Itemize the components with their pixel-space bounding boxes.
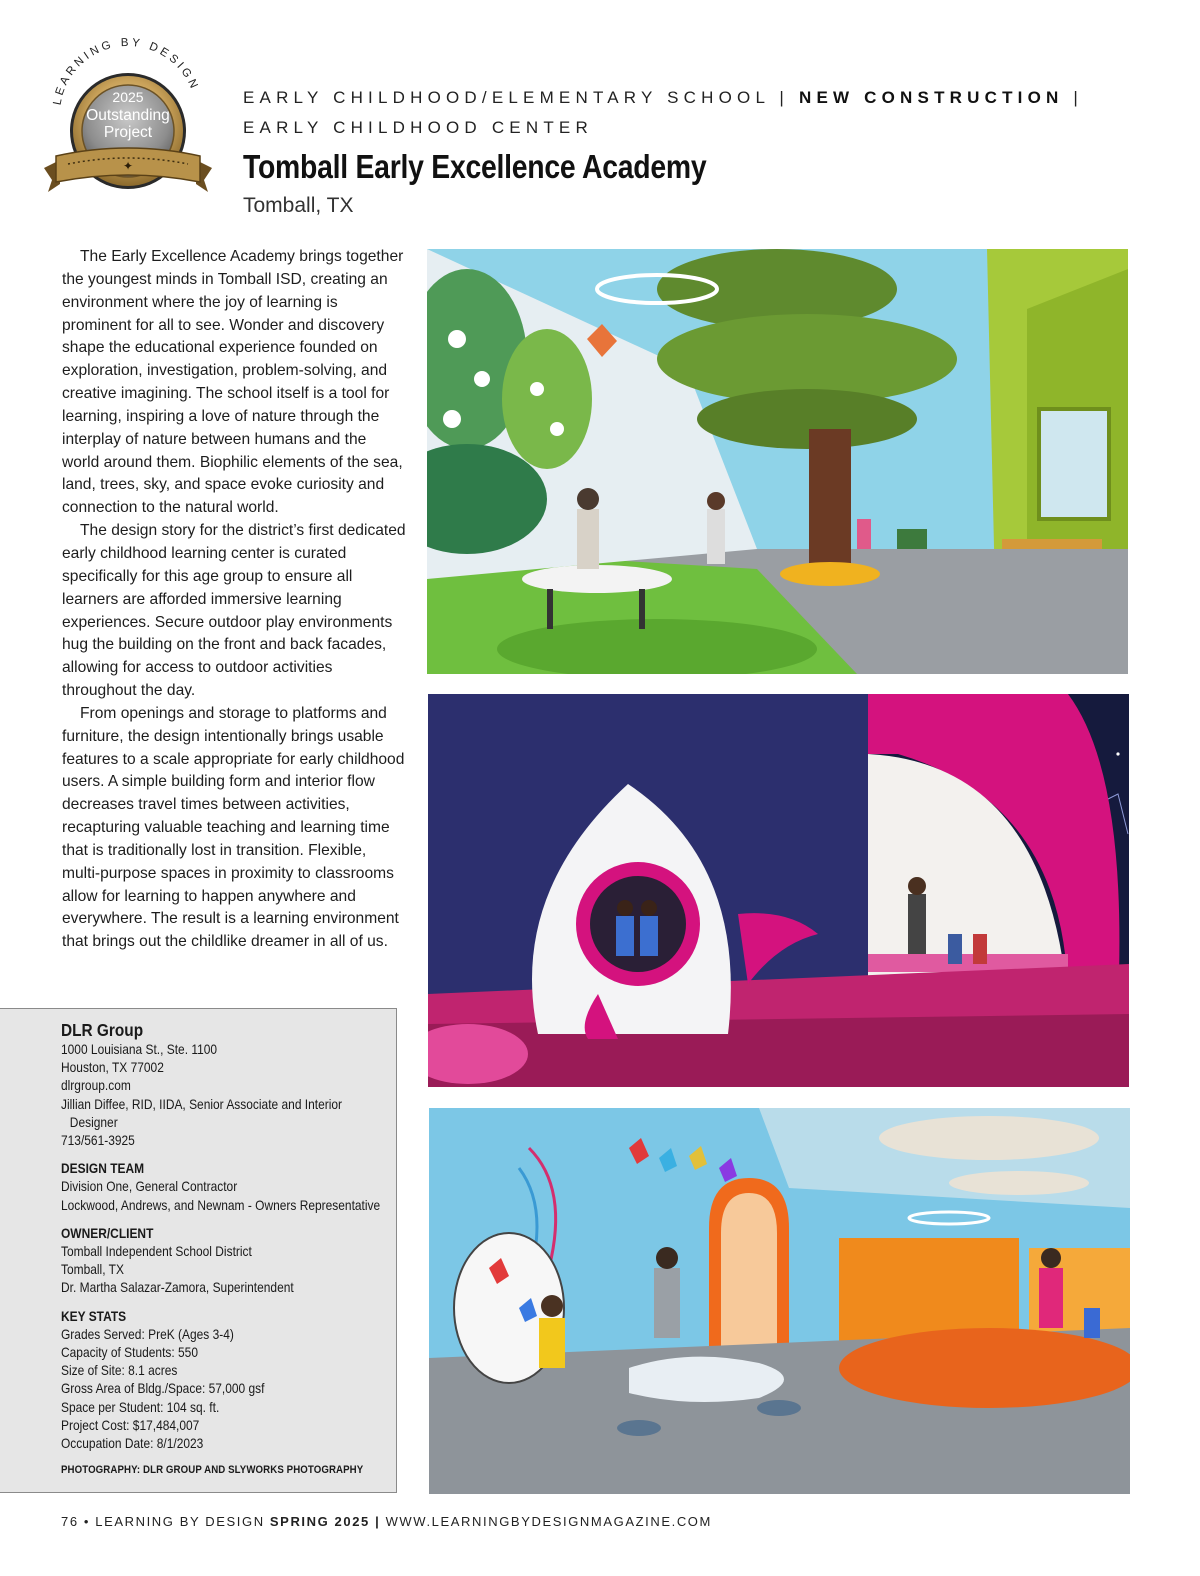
firm-website[interactable]: dlrgroup.com — [61, 1078, 131, 1094]
body-paragraph: The Early Excellence Academy brings together the youngest minds in Tomball ISD, creating an environment where the joy of learning is prominent for all to see. Wonder and discovery shape the educational experience founded on exploration, investigation, problem-solving, and creative imagining. The school itself is a tool for learning, inspiring a love of nature through the interplay of nature between humans and the world around them. Biophilic elements of the sea, land, trees, sky, and space evoke curiosity and connection to the natural world. — [62, 248, 404, 517]
design-team-item: Lockwood, Andrews, and Newnam - Owners Representative — [61, 1197, 381, 1213]
owner-item: Tomball, TX — [61, 1262, 124, 1278]
project-title: Tomball Early Excellence Academy — [243, 148, 707, 185]
magazine-url[interactable]: WWW.LEARNINGBYDESIGNMAGAZINE.COM — [385, 1514, 712, 1529]
stat-item: Capacity of Students: 550 — [61, 1345, 198, 1361]
design-team-heading: DESIGN TEAM — [61, 1161, 145, 1177]
stat-item: Project Cost: $17,484,007 — [61, 1417, 200, 1433]
page-number: 76 — [61, 1514, 79, 1529]
project-location: Tomball, TX — [243, 194, 354, 217]
contact-title: Designer — [69, 1114, 118, 1130]
stat-item: Gross Area of Bldg./Space: 57,000 gsf — [61, 1381, 265, 1397]
award-badge — [38, 36, 218, 206]
design-team-item: Division One, General Contractor — [61, 1179, 238, 1195]
body-paragraph: The design story for the district’s first dedicated early childhood learning center is curated specifically for this age group to ensure all learners are afforded immersive learning experiences. Secure outdoor play environments hug the building on the front and back facades, allowing for access to outdoor activities throughout the day. — [62, 522, 406, 700]
stat-item: Occupation Date: 8/1/2023 — [61, 1436, 204, 1452]
category-separator: | — [1063, 88, 1084, 107]
footer-bullet: • — [78, 1514, 96, 1529]
badge-line1: Outstanding — [86, 107, 170, 124]
badge-arc-text: LEARNING BY DESIGN — [51, 36, 201, 107]
page-footer — [61, 1514, 712, 1529]
stat-item: Size of Site: 8.1 acres — [61, 1363, 178, 1379]
photo-tree-corridor — [427, 249, 1128, 674]
badge-line2: Project — [103, 124, 153, 141]
stat-item: Grades Served: PreK (Ages 3-4) — [61, 1326, 234, 1342]
photo-kite-commons — [429, 1108, 1130, 1494]
badge-year: 2025 — [112, 89, 144, 105]
firm-address-2: Houston, TX 77002 — [61, 1060, 164, 1076]
body-paragraph: From openings and storage to platforms and furniture, the design intentionally brings usable features to a scale appropriate for early childhood users. A simple building form and interior flow decreases travel times between activities, recapturing valuable teaching and learning time that is traditionally lost in transition. Flexible, multi-purpose spaces in proximity to classrooms allow for learning to happen anywhere and everywhere. The result is a learning environment that brings out the childlike dreamer in all of us. — [62, 704, 405, 951]
award-seal-icon — [38, 36, 218, 206]
contact-phone: 713/561-3925 — [61, 1133, 135, 1149]
category-line-1 — [243, 88, 1083, 108]
owner-heading: OWNER/CLIENT — [61, 1225, 154, 1241]
issue-label: SPRING 2025 — [269, 1514, 370, 1529]
owner-item: Dr. Martha Salazar-Zamora, Superintendent — [61, 1280, 294, 1296]
key-stats-heading: KEY STATS — [61, 1308, 127, 1324]
photo-credit: PHOTOGRAPHY: DLR GROUP AND SLYWORKS PHOTOGRAPHY — [61, 1464, 364, 1477]
firm-address-1: 1000 Louisiana St., Ste. 1100 — [61, 1042, 218, 1057]
owner-item: Tomball Independent School District — [61, 1244, 252, 1260]
footer-divider: | — [369, 1514, 386, 1529]
project-info-box — [0, 1008, 397, 1493]
category-school-type: EARLY CHILDHOOD/ELEMENTARY SCHOOL | — [243, 88, 799, 107]
category-line-2: EARLY CHILDHOOD CENTER — [243, 118, 593, 137]
category-construction-type: NEW CONSTRUCTION — [798, 88, 1064, 107]
magazine-name: LEARNING BY DESIGN — [95, 1514, 270, 1529]
stat-item: Space per Student: 104 sq. ft. — [61, 1399, 220, 1415]
firm-name: DLR Group — [61, 1020, 144, 1040]
article-body — [62, 246, 407, 954]
ribbon-star-icon: ✦ — [122, 159, 134, 173]
contact-name: Jillian Diffee, RID, IIDA, Senior Associate and Interior — [61, 1096, 343, 1112]
photo-rocket-nook — [428, 694, 1129, 1087]
